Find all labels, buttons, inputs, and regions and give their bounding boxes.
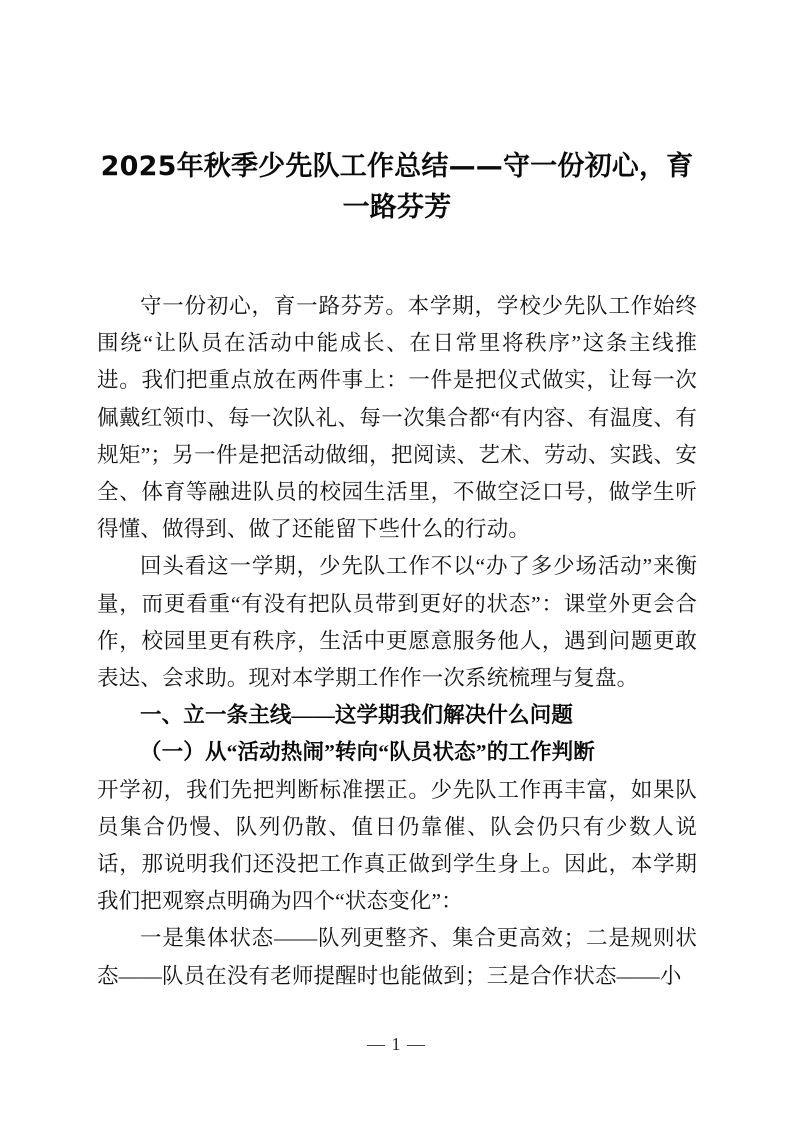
- page-number: — 1 —: [367, 1034, 426, 1054]
- heading-subsection-one-a: （一）从“活动热闹”转向“队员状态”的工作判断: [140, 740, 595, 765]
- paragraph-review: 回头看这一学期，少先队工作不以“办了多少场活动”来衡量，而更看重“有没有把队员带到更好的状态”：课堂外更会合作，校园里更有秩序，生活中更愿意服务他人，遇到问题更敢表达、会求助。现对本学期工作作一次系统梳理与复盘。: [97, 554, 697, 691]
- document-content-column: [97, 0, 697, 995]
- paragraph-opening: 守一份初心，育一路芬芳。本学期，学校少先队工作始终围绕“让队员在活动中能成长、在日常里将秩序”这条主线推进。我们把重点放在两件事上：一件是把仪式做实，让每一次佩戴红领巾、每一次队礼、每一次集合都“有内容、有温度、有规矩”；另一件是把活动做细，把阅读、艺术、劳动、实践、安全、体育等融进队员的校园生活里，不做空泛口号，做学生听得懂、做得到、做了还能留下些什么的行动。: [97, 294, 697, 542]
- paragraph-judgement-standard: 开学初，我们先把判断标准摆正。少先队工作再丰富，如果队员集合仍慢、队列仍散、值日仍靠催、队会仍只有少数人说话，那说明我们还没把工作真正做到学生身上。因此，本学期我们把观察点明确为四个“状态变化”：: [97, 777, 697, 914]
- heading-section-one: 一、立一条主线——这学期我们解决什么问题: [140, 703, 574, 728]
- paragraph-state-changes: 一是集体状态——队列更整齐、集合更高效；二是规则状态——队员在没有老师提醒时也能做到；三是合作状态——小: [97, 926, 697, 988]
- page-footer: [0, 1032, 793, 1056]
- document-body: [97, 288, 697, 995]
- page-title: 2025年秋季少先队工作总结——守一份初心，育一路芬芳: [100, 151, 694, 223]
